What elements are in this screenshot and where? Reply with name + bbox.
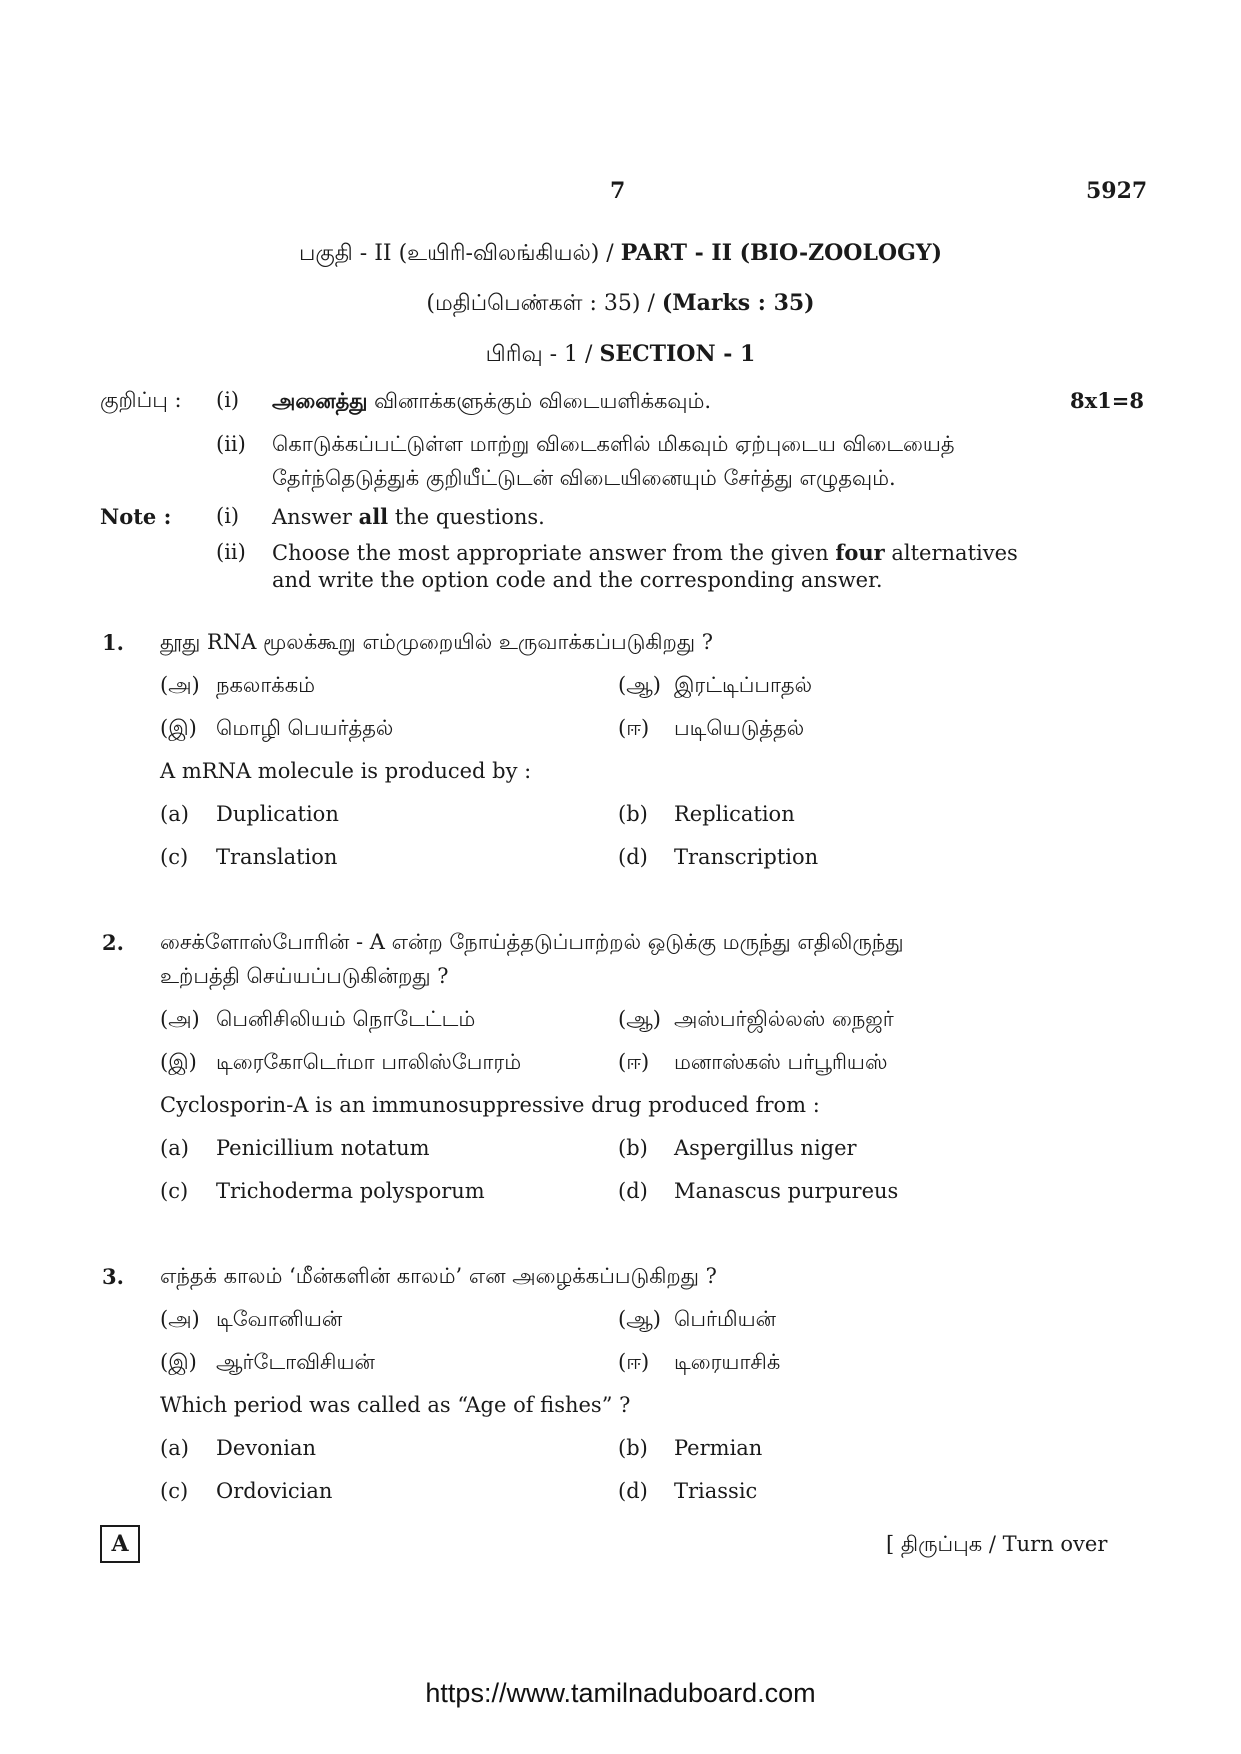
note-en-i-text (272, 504, 545, 529)
option-text: பெர்மியன் (674, 1307, 776, 1331)
section-heading-sep: / (578, 342, 600, 367)
option-code: (a) (160, 1136, 189, 1160)
option-code: (d) (618, 1179, 648, 1203)
option-text: Devonian (216, 1436, 317, 1460)
section-marks-total: 8x1=8 (1070, 388, 1144, 413)
option-text: Permian (674, 1436, 763, 1460)
option-text: டிரையாசிக் (674, 1350, 781, 1374)
question-text-english: A mRNA molecule is produced by : (160, 759, 532, 783)
part-heading-tamil: பகுதி - II (உயிரி-விலங்கியல்) (298, 241, 600, 266)
source-url[interactable]: https://www.tamilnaduboard.com (425, 1678, 816, 1708)
question-text-tamil: எந்தக் காலம் ‘மீன்களின் காலம்’ என அழைக்கப்படுகிறது ? (160, 1264, 717, 1288)
marks-heading-english: (Marks : 35) (661, 290, 815, 316)
part-heading-english: PART - II (BIO-ZOOLOGY) (620, 240, 942, 266)
note-en-ii-pre: Choose the most appropriate answer from the given (272, 541, 836, 565)
question-number: 1. (102, 630, 124, 655)
note-en-ii-line1 (272, 540, 1018, 565)
option-code: (c) (160, 1479, 189, 1503)
page-number: 7 (610, 178, 626, 204)
option-text: படியெடுத்தல் (674, 716, 805, 740)
option-text: Trichoderma polysporum (216, 1179, 485, 1203)
turn-over-note: [ திருப்புக / Turn over (886, 1532, 1108, 1556)
note-ta-i-bold: அனைத்து (272, 388, 368, 413)
option-text: Replication (674, 802, 795, 826)
note-en-ii-post: alternatives (884, 541, 1018, 565)
section-heading (0, 341, 1241, 370)
option-code: (ஆ) (618, 1007, 661, 1031)
note-ta-i-rest: வினாக்களுக்கும் விடையளிக்கவும். (367, 389, 712, 413)
question-number: 2. (102, 930, 124, 955)
option-code: (c) (160, 845, 189, 869)
option-text: Translation (216, 845, 338, 869)
option-text: மொழி பெயர்த்தல் (216, 716, 394, 740)
option-text: Manascus purpureus (674, 1179, 899, 1203)
option-text: Penicillium notatum (216, 1136, 430, 1160)
note-en-i-number: (i) (216, 504, 240, 528)
option-text: Aspergillus niger (674, 1136, 857, 1160)
note-en-ii-line2: and write the option code and the corresponding answer. (272, 568, 883, 592)
option-code: (ஆ) (618, 673, 661, 697)
note-label-english: Note : (100, 504, 172, 529)
option-text: டிரைகோடெர்மா பாலிஸ்போரம் (216, 1050, 522, 1074)
note-en-i-post: the questions. (388, 505, 545, 529)
question-text-english: Cyclosporin-A is an immunosuppressive drug produced from : (160, 1093, 820, 1117)
option-code: (அ) (160, 1307, 200, 1331)
option-code: (ஈ) (618, 1350, 650, 1374)
option-code: (b) (618, 802, 648, 826)
option-code: (ஈ) (618, 716, 650, 740)
option-code: (ஈ) (618, 1050, 650, 1074)
option-code: (c) (160, 1179, 189, 1203)
option-code: (d) (618, 845, 648, 869)
note-ta-i-number: (i) (216, 388, 240, 412)
option-text: பெனிசிலியம் நொடேட்டம் (216, 1007, 476, 1031)
option-code: (இ) (160, 716, 197, 740)
note-ta-ii-number: (ii) (216, 432, 246, 456)
version-box: A (100, 1525, 140, 1563)
section-heading-tamil: பிரிவு - 1 (485, 342, 579, 367)
option-text: இரட்டிப்பாதல் (674, 673, 813, 697)
option-code: (b) (618, 1136, 648, 1160)
option-code: (இ) (160, 1050, 197, 1074)
note-en-i-bold: all (358, 504, 389, 529)
marks-heading-tamil: (மதிப்பெண்கள் : 35) (426, 291, 641, 316)
option-text: டிவோனியன் (216, 1307, 343, 1331)
question-text-tamil-line2: உற்பத்தி செய்யப்படுகின்றது ? (160, 964, 449, 988)
question-text-tamil: சைக்ளோஸ்போரின் - A என்ற நோய்த்தடுப்பாற்றல் ஒடுக்கு மருந்து எதிலிருந்து (160, 930, 904, 954)
option-code: (ஆ) (618, 1307, 661, 1331)
marks-heading-sep: / (640, 291, 662, 316)
option-code: (அ) (160, 1007, 200, 1031)
note-en-i-pre: Answer (272, 505, 359, 529)
section-heading-english: SECTION - 1 (599, 341, 756, 367)
marks-heading (0, 290, 1241, 319)
note-ta-ii-line2: தேர்ந்தெடுத்துக் குறியீட்டுடன் விடையினையும் சேர்த்து எழுதவும். (272, 466, 896, 490)
option-text: Triassic (674, 1479, 758, 1503)
part-heading (0, 240, 1241, 269)
question-text-tamil: தூது RNA மூலக்கூறு எம்முறையில் உருவாக்கப்படுகிறது ? (160, 630, 713, 654)
note-ta-i-text (272, 388, 711, 416)
question-number: 3. (102, 1264, 124, 1289)
option-code: (அ) (160, 673, 200, 697)
note-en-ii-number: (ii) (216, 540, 246, 564)
option-text: Duplication (216, 802, 339, 826)
note-en-ii-bold: four (835, 540, 885, 565)
note-ta-ii-line1: கொடுக்கப்பட்டுள்ள மாற்று விடைகளில் மிகவும் ஏற்புடைய விடையைத் (272, 432, 955, 456)
paper-code: 5927 (1086, 178, 1148, 204)
part-heading-sep: / (599, 241, 621, 266)
option-text: அஸ்பர்ஜில்லஸ் நைஜர் (674, 1007, 894, 1031)
option-text: மனாஸ்கஸ் பர்பூரியஸ் (674, 1050, 888, 1074)
option-text: Transcription (674, 845, 819, 869)
option-code: (a) (160, 1436, 189, 1460)
option-text: ஆர்டோவிசியன் (216, 1350, 375, 1374)
option-code: (d) (618, 1479, 648, 1503)
option-text: Ordovician (216, 1479, 333, 1503)
option-code: (இ) (160, 1350, 197, 1374)
option-code: (b) (618, 1436, 648, 1460)
option-text: நகலாக்கம் (216, 673, 316, 697)
option-code: (a) (160, 802, 189, 826)
question-text-english: Which period was called as “Age of fishes” ? (160, 1393, 631, 1417)
note-label-tamil: குறிப்பு : (100, 388, 182, 412)
